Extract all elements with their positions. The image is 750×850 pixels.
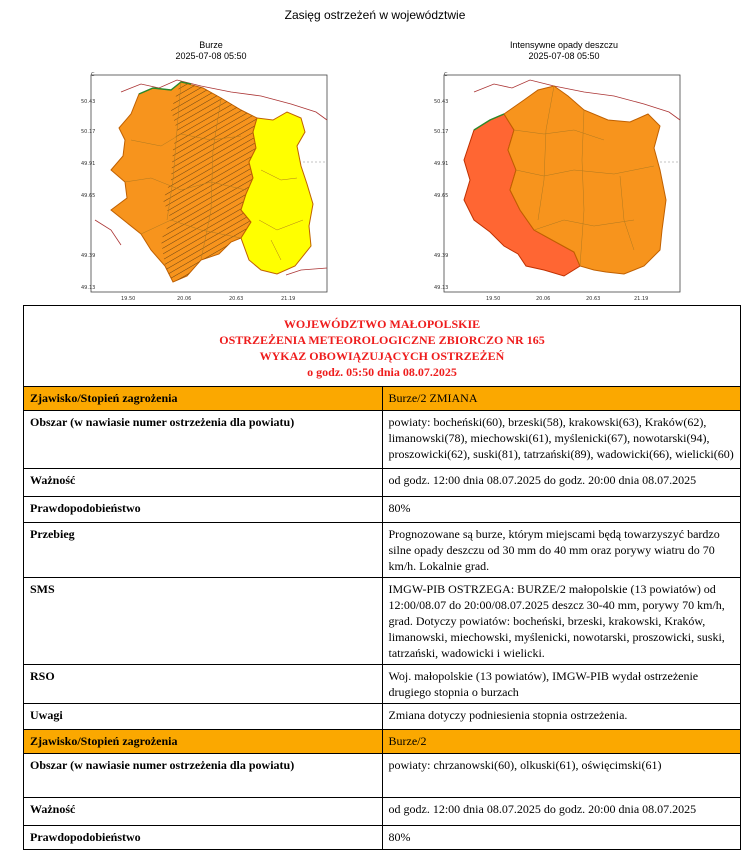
y-tick-label: 49.91 bbox=[434, 161, 449, 167]
rso-value: Woj. małopolskie (13 powiatów), IMGW-PIB wydał ostrzeżenie drugiego stopnia o burzach bbox=[382, 665, 741, 704]
y-tick-label: 49.39 bbox=[81, 253, 96, 259]
table-row bbox=[24, 754, 741, 798]
y-tick-label: 50.43 bbox=[434, 99, 449, 105]
x-tick-label: 19.50 bbox=[121, 296, 136, 302]
y-tick-label: 49.13 bbox=[434, 285, 449, 291]
table-row bbox=[24, 387, 741, 411]
rain-map-graphic bbox=[434, 70, 694, 335]
area-label: Obszar (w nawiasie numer ostrzeżenia dla powiatu) bbox=[24, 411, 383, 469]
y-tick-label: 50.17 bbox=[81, 129, 96, 135]
y-tick-label: 49.65 bbox=[81, 193, 96, 199]
x-tick-label: 21.19 bbox=[634, 296, 649, 302]
table-row bbox=[24, 704, 741, 730]
validity-label: Ważność bbox=[24, 798, 383, 826]
x-tick-label: 20.63 bbox=[229, 296, 244, 302]
x-tick-label: 20.06 bbox=[177, 296, 192, 302]
validity-value: od godz. 12:00 dnia 08.07.2025 do godz. 20:00 dnia 08.07.2025 bbox=[382, 469, 741, 497]
page-title: Zasięg ostrzeżeń w województwie bbox=[284, 8, 466, 22]
storm-map-date: 2025-07-08 05:50 bbox=[175, 51, 247, 61]
probability-value: 80% bbox=[382, 826, 741, 850]
header-bulletin: OSTRZEŻENIA METEOROLOGICZNE ZBIORCZO NR 165 bbox=[219, 333, 545, 347]
rain-map-date: 2025-07-08 05:50 bbox=[528, 51, 600, 61]
remarks-value: Zmiana dotyczy podniesienia stopnia ostrzeżenia. bbox=[382, 704, 741, 730]
remarks-label: Uwagi bbox=[24, 704, 383, 730]
phenomenon-label: Zjawisko/Stopień zagrożenia bbox=[24, 387, 383, 411]
probability-value: 80% bbox=[382, 497, 741, 523]
map-corner-label: C bbox=[444, 72, 448, 78]
course-value: Prognozowane są burze, którym miejscami będą towarzyszyć bardzo silne opady deszczu od 30 mm do 40 mm oraz porywy wiatru do 70 km/h. Lokalnie grad. bbox=[382, 523, 741, 578]
table-row bbox=[24, 798, 741, 826]
probability-label: Prawdopodobieństwo bbox=[24, 826, 383, 850]
sms-value: IMGW-PIB OSTRZEGA: BURZE/2 małopolskie (13 powiatów) od 12:00/08.07 do 20:00/08.07.2025 deszcz 30-40 mm, porywy 70 km/h, grad. Dotyczy powiatów: bocheński, brzeski, krakowski, Kraków, limanowski, miechowski, myślenicki, nowotarski, proszowicki, suski, tatrzański, wadowicki i wielicki. bbox=[382, 578, 741, 665]
course-label: Przebieg bbox=[24, 523, 383, 578]
probability-label: Prawdopodobieństwo bbox=[24, 497, 383, 523]
phenomenon-value: Burze/2 bbox=[382, 730, 741, 754]
header-time: o godz. 05:50 dnia 08.07.2025 bbox=[307, 365, 457, 379]
x-tick-label: 21.19 bbox=[281, 296, 296, 302]
table-row bbox=[24, 497, 741, 523]
storm-map-title: Burze bbox=[199, 40, 223, 50]
validity-label: Ważność bbox=[24, 469, 383, 497]
table-row bbox=[24, 665, 741, 704]
table-header-row bbox=[24, 306, 741, 387]
x-tick-label: 20.63 bbox=[586, 296, 601, 302]
table-row bbox=[24, 469, 741, 497]
table-row bbox=[24, 578, 741, 665]
header-list-title: WYKAZ OBOWIĄZUJĄCYCH OSTRZEŻEŃ bbox=[259, 349, 505, 363]
y-tick-label: 50.43 bbox=[81, 99, 96, 105]
area-value: powiaty: chrzanowski(60), olkuski(61), oświęcimski(61) bbox=[382, 754, 741, 798]
warnings-table bbox=[23, 305, 741, 850]
x-tick-label: 19.50 bbox=[486, 296, 501, 302]
y-tick-label: 49.91 bbox=[81, 161, 96, 167]
table-row bbox=[24, 730, 741, 754]
map-corner-label: C bbox=[91, 72, 95, 78]
header-cell bbox=[24, 306, 741, 387]
header-region: WOJEWÓDZTWO MAŁOPOLSKIE bbox=[283, 317, 481, 331]
y-tick-label: 49.39 bbox=[434, 253, 449, 259]
phenomenon-label: Zjawisko/Stopień zagrożenia bbox=[24, 730, 383, 754]
y-tick-label: 50.17 bbox=[434, 129, 449, 135]
table-row bbox=[24, 523, 741, 578]
y-tick-label: 49.13 bbox=[81, 285, 96, 291]
table-row bbox=[24, 411, 741, 469]
x-tick-label: 20.06 bbox=[536, 296, 551, 302]
phenomenon-value: Burze/2 ZMIANA bbox=[382, 387, 741, 411]
storm-map bbox=[81, 40, 341, 302]
area-value: powiaty: bocheński(60), brzeski(58), krakowski(63), Kraków(62), limanowski(78), miechowski(61), myślenicki(67), nowotarski(94), proszowicki(62), suski(81), tatrzański(89), wadowicki(66), wielicki(60) bbox=[382, 411, 741, 469]
sms-label: SMS bbox=[24, 578, 383, 665]
rain-map-title: Intensywne opady deszczu bbox=[509, 40, 619, 50]
validity-value: od godz. 12:00 dnia 08.07.2025 do godz. 20:00 dnia 08.07.2025 bbox=[382, 798, 741, 826]
area-label: Obszar (w nawiasie numer ostrzeżenia dla powiatu) bbox=[24, 754, 383, 798]
y-tick-label: 49.65 bbox=[434, 193, 449, 199]
rso-label: RSO bbox=[24, 665, 383, 704]
storm-map-graphic bbox=[81, 70, 341, 335]
rain-map bbox=[434, 40, 694, 302]
